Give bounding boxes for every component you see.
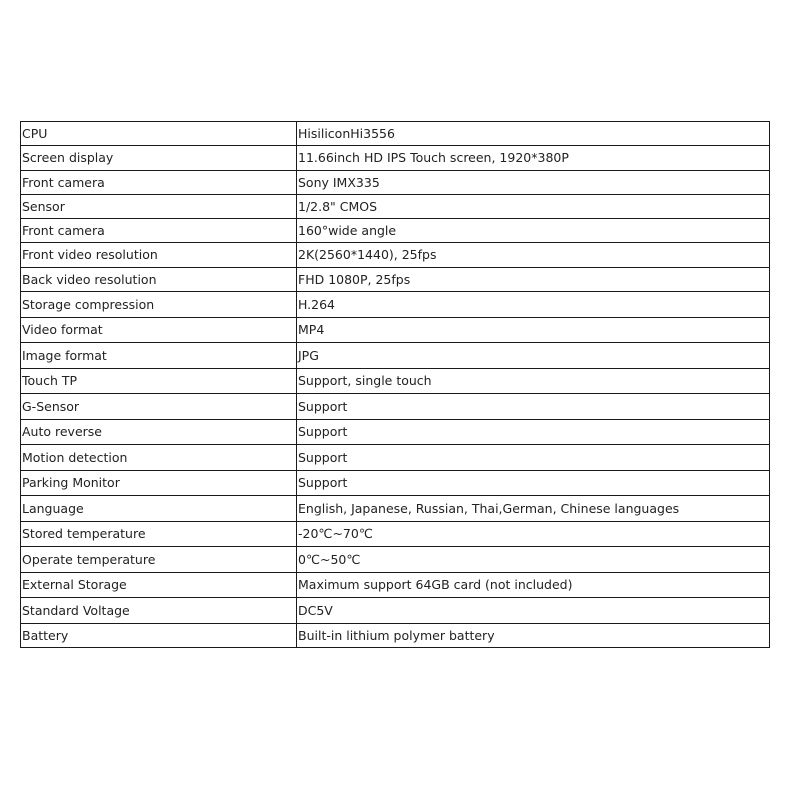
spec-value: Support — [297, 471, 770, 496]
spec-row — [21, 420, 770, 445]
spec-value: 0℃~50℃ — [297, 547, 770, 573]
spec-row — [21, 445, 770, 471]
spec-value: 160°wide angle — [297, 219, 770, 243]
spec-row — [21, 394, 770, 420]
spec-label: Storage compression — [21, 292, 297, 318]
spec-row — [21, 496, 770, 522]
spec-value: Support — [297, 420, 770, 445]
spec-value: Built-in lithium polymer battery — [297, 624, 770, 648]
spec-row — [21, 471, 770, 496]
spec-row — [21, 522, 770, 547]
spec-label: Language — [21, 496, 297, 522]
spec-row — [21, 343, 770, 369]
spec-label: Touch TP — [21, 369, 297, 394]
spec-value: H.264 — [297, 292, 770, 318]
spec-value: JPG — [297, 343, 770, 369]
spec-row — [21, 369, 770, 394]
spec-row — [21, 195, 770, 219]
spec-label: Video format — [21, 318, 297, 343]
spec-label: Front camera — [21, 219, 297, 243]
spec-label: Screen display — [21, 146, 297, 171]
spec-row — [21, 318, 770, 343]
spec-value: Support — [297, 445, 770, 471]
spec-value: English, Japanese, Russian, Thai,German, Chinese languages — [297, 496, 770, 522]
spec-value: -20℃~70℃ — [297, 522, 770, 547]
spec-label: Standard Voltage — [21, 598, 297, 624]
spec-label: Operate temperature — [21, 547, 297, 573]
spec-value: 11.66inch HD IPS Touch screen, 1920*380P — [297, 146, 770, 171]
spec-value: Support — [297, 394, 770, 420]
spec-row — [21, 292, 770, 318]
spec-value: FHD 1080P, 25fps — [297, 268, 770, 292]
spec-label: Image format — [21, 343, 297, 369]
spec-value: 1/2.8" CMOS — [297, 195, 770, 219]
spec-row — [21, 268, 770, 292]
spec-label: Parking Monitor — [21, 471, 297, 496]
spec-label: Battery — [21, 624, 297, 648]
spec-row — [21, 122, 770, 146]
spec-label: Auto reverse — [21, 420, 297, 445]
spec-value: 2K(2560*1440), 25fps — [297, 243, 770, 268]
spec-table-body — [21, 122, 770, 648]
spec-label: Front video resolution — [21, 243, 297, 268]
spec-value: Support, single touch — [297, 369, 770, 394]
spec-value: MP4 — [297, 318, 770, 343]
spec-label: Stored temperature — [21, 522, 297, 547]
spec-row — [21, 624, 770, 648]
spec-row — [21, 573, 770, 598]
spec-label: External Storage — [21, 573, 297, 598]
spec-label: Sensor — [21, 195, 297, 219]
spec-value: HisiliconHi3556 — [297, 122, 770, 146]
spec-value: DC5V — [297, 598, 770, 624]
spec-value: Sony IMX335 — [297, 171, 770, 195]
spec-label: G-Sensor — [21, 394, 297, 420]
spec-row — [21, 146, 770, 171]
spec-table — [20, 121, 770, 648]
spec-label: CPU — [21, 122, 297, 146]
spec-label: Back video resolution — [21, 268, 297, 292]
spec-row — [21, 171, 770, 195]
spec-row — [21, 598, 770, 624]
spec-row — [21, 243, 770, 268]
spec-label: Motion detection — [21, 445, 297, 471]
spec-value: Maximum support 64GB card (not included) — [297, 573, 770, 598]
spec-label: Front camera — [21, 171, 297, 195]
spec-row — [21, 547, 770, 573]
spec-row — [21, 219, 770, 243]
